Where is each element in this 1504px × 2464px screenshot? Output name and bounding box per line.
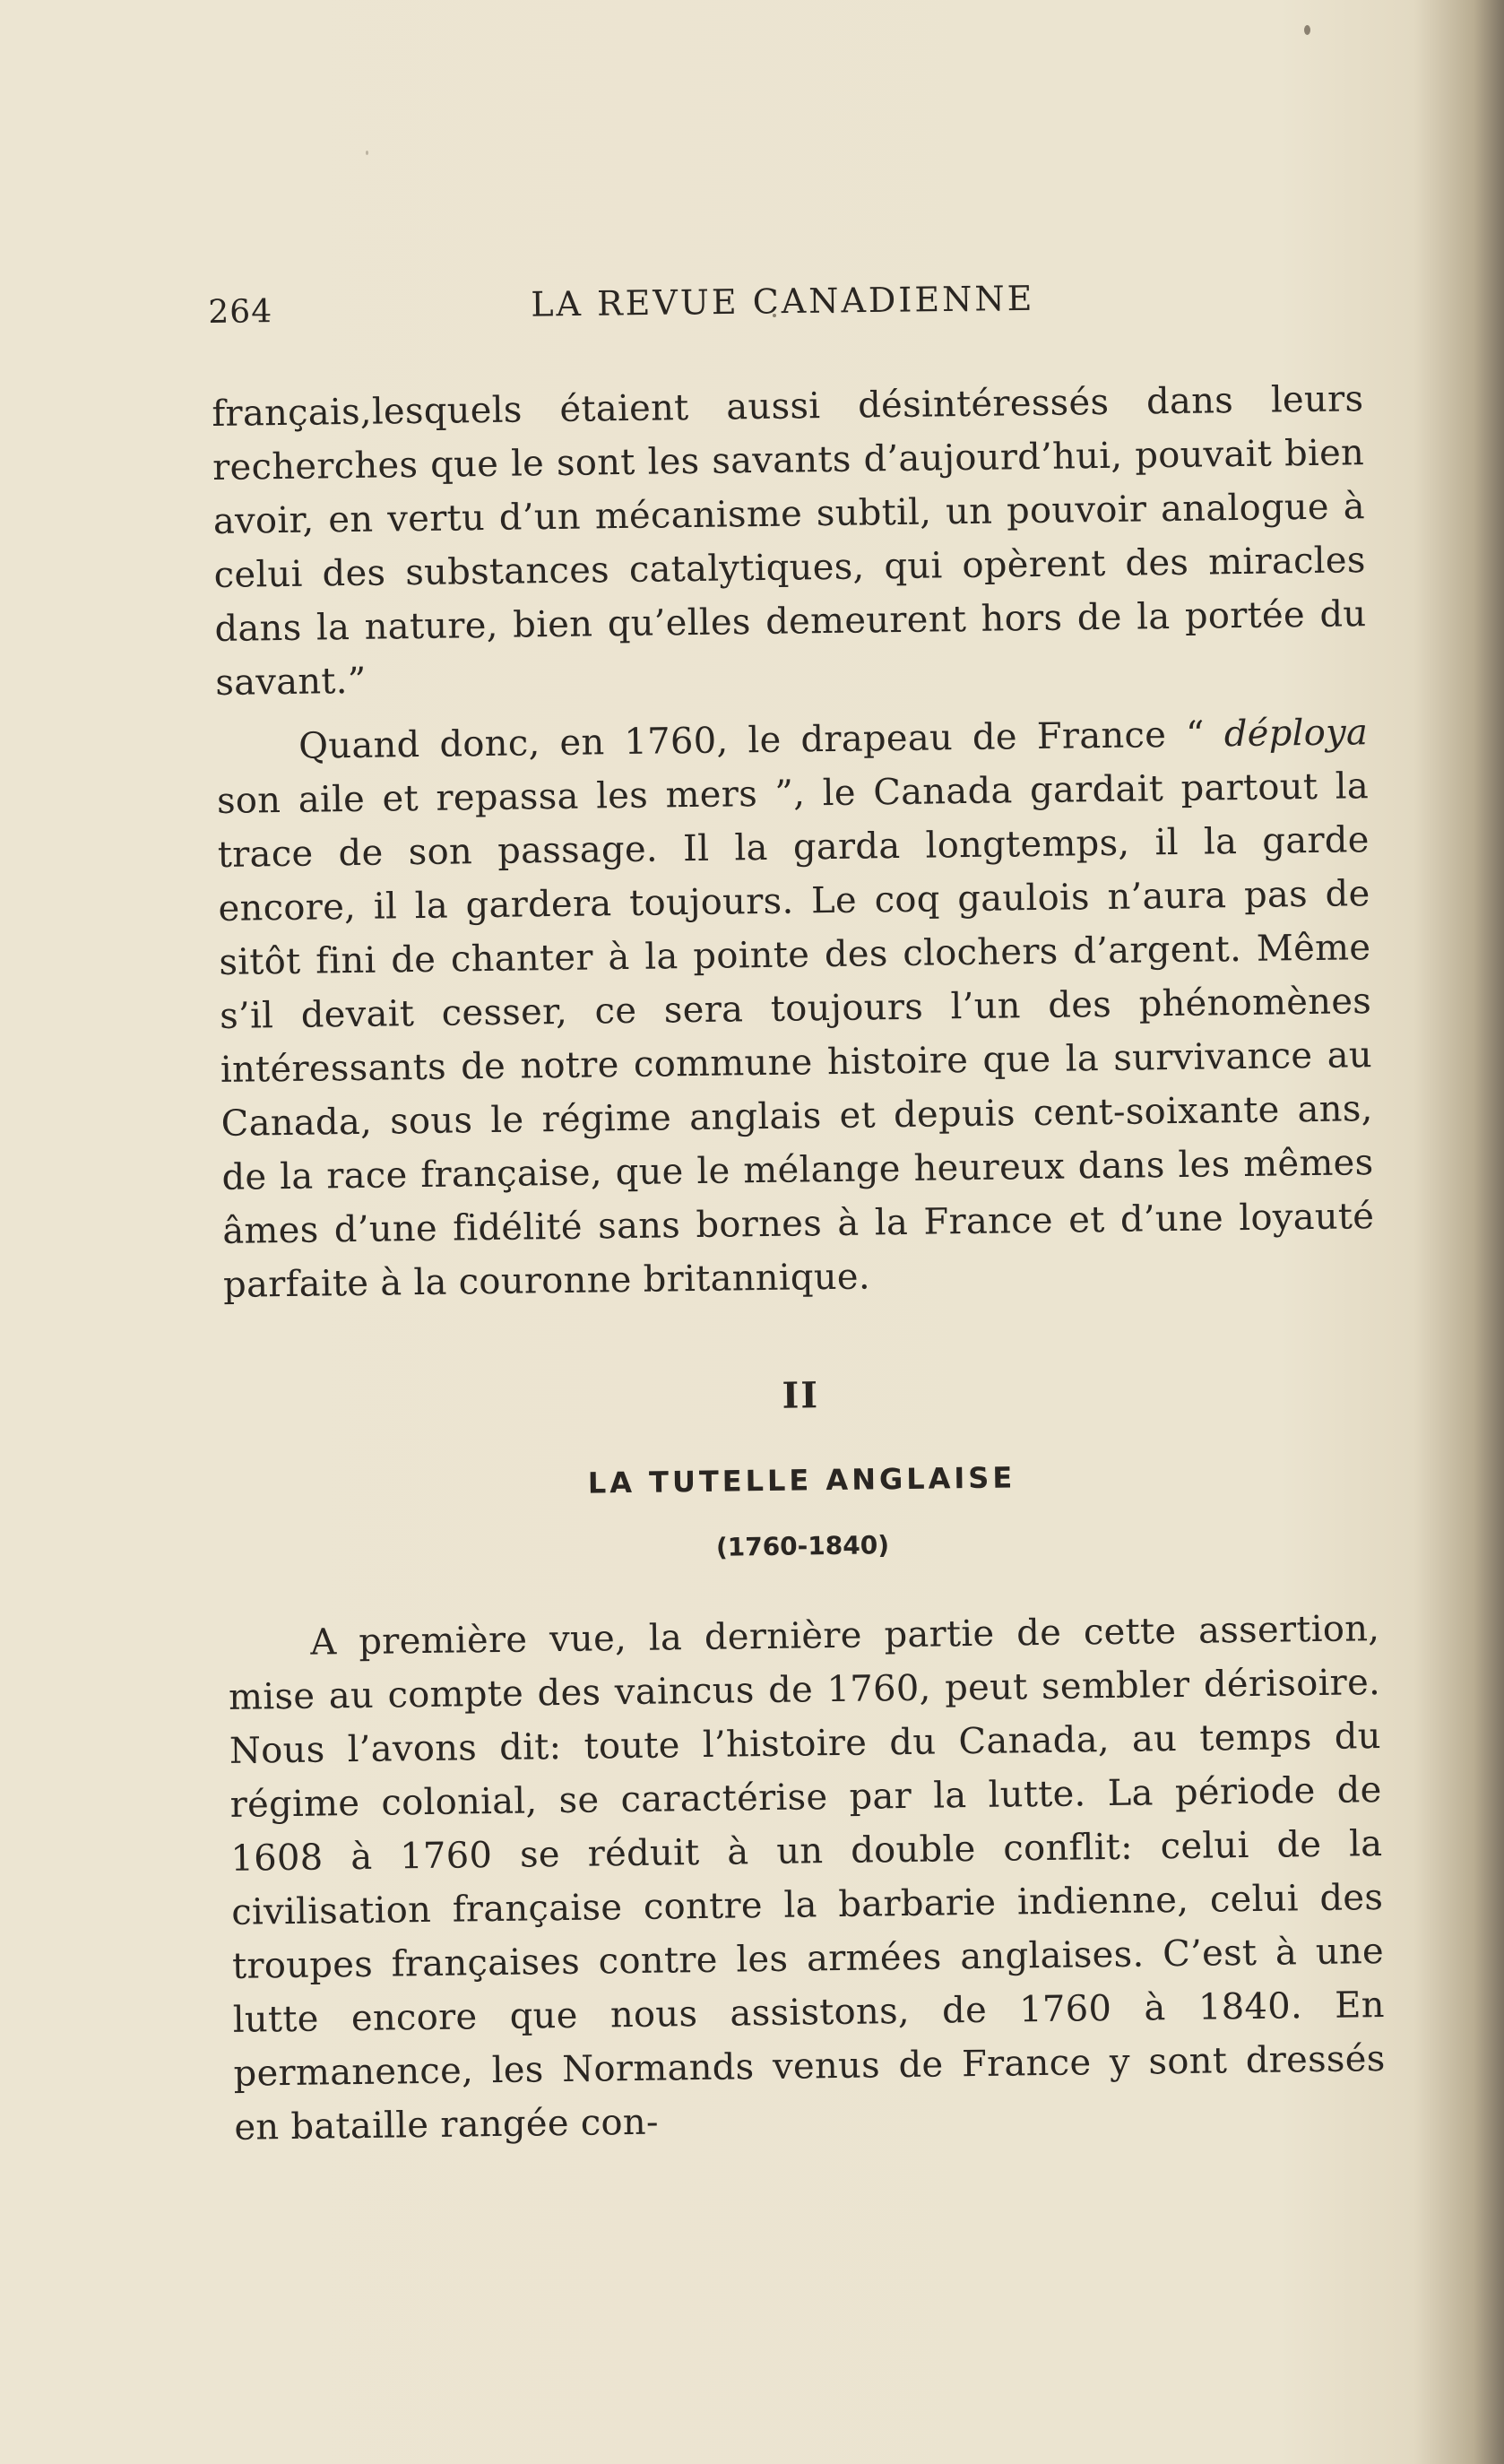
paragraph-text-end: son aile et repassa les mers ”, le Canada gardait partout la trace de son passage. Il la garda longtemps, il la garde encore, il la gardera toujours. Le coq gaulois n’aura pas de sitôt fini de chanter à la pointe des clochers d’argent. Même s’il devait cesser, ce sera toujours l’un des phénomènes intéressants de notre commune histoire que la survivance au Canada, sous le régime anglais et depuis cent-soixante ans, de la race française, que le mélange heureux dans les mêmes âmes d’une fidélité sans bornes à la France et d’une loyauté parfaite à la couronne britannique. (216, 765, 1375, 1306)
section-body (228, 1602, 1387, 2155)
page-number: 264 (208, 293, 273, 331)
quoted-word: déploya (1223, 712, 1369, 756)
ink-speck (366, 151, 368, 155)
text-block (212, 372, 1387, 2155)
page-header (208, 275, 1042, 330)
paragraph-text-start: Quand donc, en 1760, le drapeau de France “ (298, 713, 1225, 767)
section-title: LA TUTELLE ANGLAISE (587, 1460, 1016, 1500)
section-dates: (1760-1840) (715, 1530, 890, 1562)
paragraph-quand-donc (216, 705, 1376, 1312)
paragraph-premiere-vue: A première vue, la dernière partie de cette assertion, mise au compte des vaincus de 1760, peut sembler dérisoire. Nous l’avons dit: toute l’histoire du Canada, au temps du régime colonial, se caractérise par la lutte. La période de 1608 à 1760 se réduit à un double conflit: celui de la civilisation française contre la barbarie indienne, celui des troupes françaises contre les armées anglaises. C’est à une lutte encore que nous assistons, de 1760 à 1840. En permanence, les Normands venus de France y sont dressés en bataille rangée con- (228, 1608, 1386, 2148)
ink-speck (1304, 25, 1310, 35)
section-number: II (782, 1374, 820, 1417)
paragraph-continuation: français,lesquels étaient aussi désintéressés dans leurs recherches que le sont les savants d’aujourd’hui, pouvait bien avoir, en vertu d’un mécanisme subtil, un pouvoir analogue à celui des substances catalytiques, qui opèrent des miracles dans la nature, bien qu’elles demeurent hors de la portée du savant.” (212, 378, 1367, 704)
running-head: LA REVUE CANADIENNE (531, 278, 1035, 324)
